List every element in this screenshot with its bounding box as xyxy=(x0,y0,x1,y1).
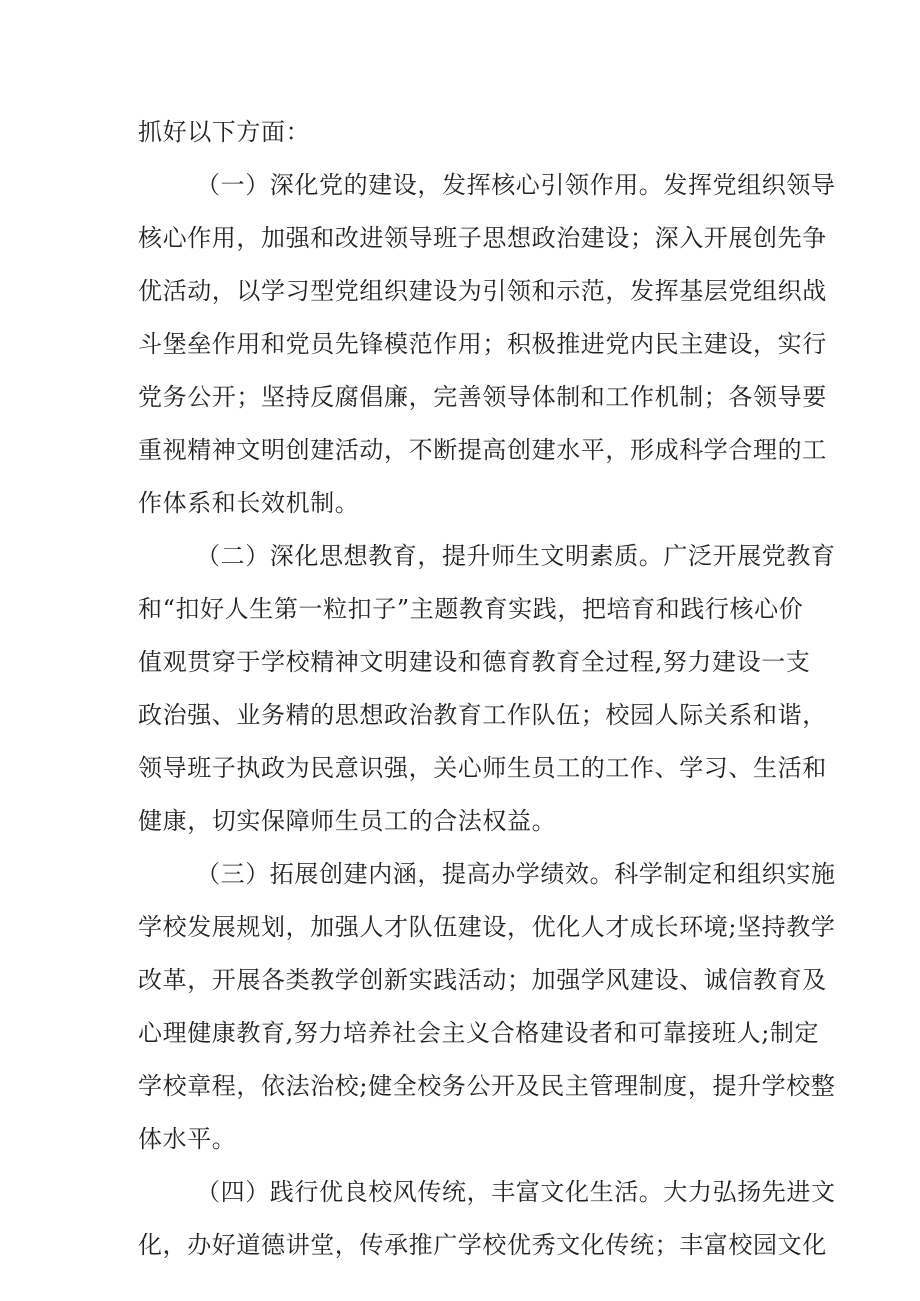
section-4-heading-line: （四）践行优良校风传统，丰富文化生活。大力弘扬先进文 xyxy=(196,1178,836,1206)
text-line: 学校发展规划，加强人才队伍建设，优化人才成长环境;坚持教学 xyxy=(138,913,836,941)
paragraph-section-4 xyxy=(138,1166,836,1272)
text-line: 学校章程，依法治校;健全校务公开及民主管理制度，提升学校整 xyxy=(138,1072,836,1100)
text-line: 改革，开展各类教学创新实践活动；加强学风建设、诚信教育及 xyxy=(138,966,827,994)
text-line: 党务公开；坚持反腐倡廉，完善领导体制和工作机制；各领导要 xyxy=(138,383,827,411)
text-line: 和“扣好人生第一粒扣子”主题教育实践，把培育和践行核心价 xyxy=(138,595,804,623)
paragraph-section-2 xyxy=(138,530,836,848)
text-line: 健康，切实保障师生员工的合法权益。 xyxy=(138,807,557,835)
text-line: 化，办好道德讲堂，传承推广学校优秀文化传统；丰富校园文化 xyxy=(138,1231,827,1259)
text-line: 政治强、业务精的思想政治教育工作队伍；校园人际关系和谐， xyxy=(138,701,827,729)
section-1-heading-line: （一）深化党的建设，发挥核心引领作用。发挥党组织领导 xyxy=(196,171,836,199)
text-line: 斗堡垒作用和党员先锋模范作用；积极推进党内民主建设，实行 xyxy=(138,330,827,358)
section-2-heading-line: （二）深化思想教育，提升师生文明素质。广泛开展党教育 xyxy=(196,542,836,570)
text-line: 优活动，以学习型党组织建设为引领和示范，发挥基层党组织战 xyxy=(138,277,827,305)
paragraph-intro xyxy=(138,106,790,159)
paragraph-section-1 xyxy=(138,159,836,530)
text-line: 作体系和长效机制。 xyxy=(138,489,360,517)
text-line: 心理健康教育,努力培养社会主义合格建设者和可靠接班人;制定 xyxy=(138,1019,820,1047)
text-line: 值观贯穿于学校精神文明建设和德育教育全过程,努力建设一支 xyxy=(138,648,811,676)
section-3-heading-line: （三）拓展创建内涵，提高办学绩效。科学制定和组织实施 xyxy=(196,860,836,888)
text-line: 核心作用，加强和改进领导班子思想政治建设；深入开展创先争 xyxy=(138,224,827,252)
text-line: 领导班子执政为民意识强，关心师生员工的工作、学习、生活和 xyxy=(138,754,827,782)
paragraph-section-3 xyxy=(138,848,836,1166)
text-line: 抓好以下方面： xyxy=(138,118,311,146)
text-line: 重视精神文明创建活动，不断提高创建水平，形成科学合理的工 xyxy=(138,436,827,464)
text-line: 体水平。 xyxy=(138,1125,237,1153)
document-body xyxy=(138,106,836,1272)
